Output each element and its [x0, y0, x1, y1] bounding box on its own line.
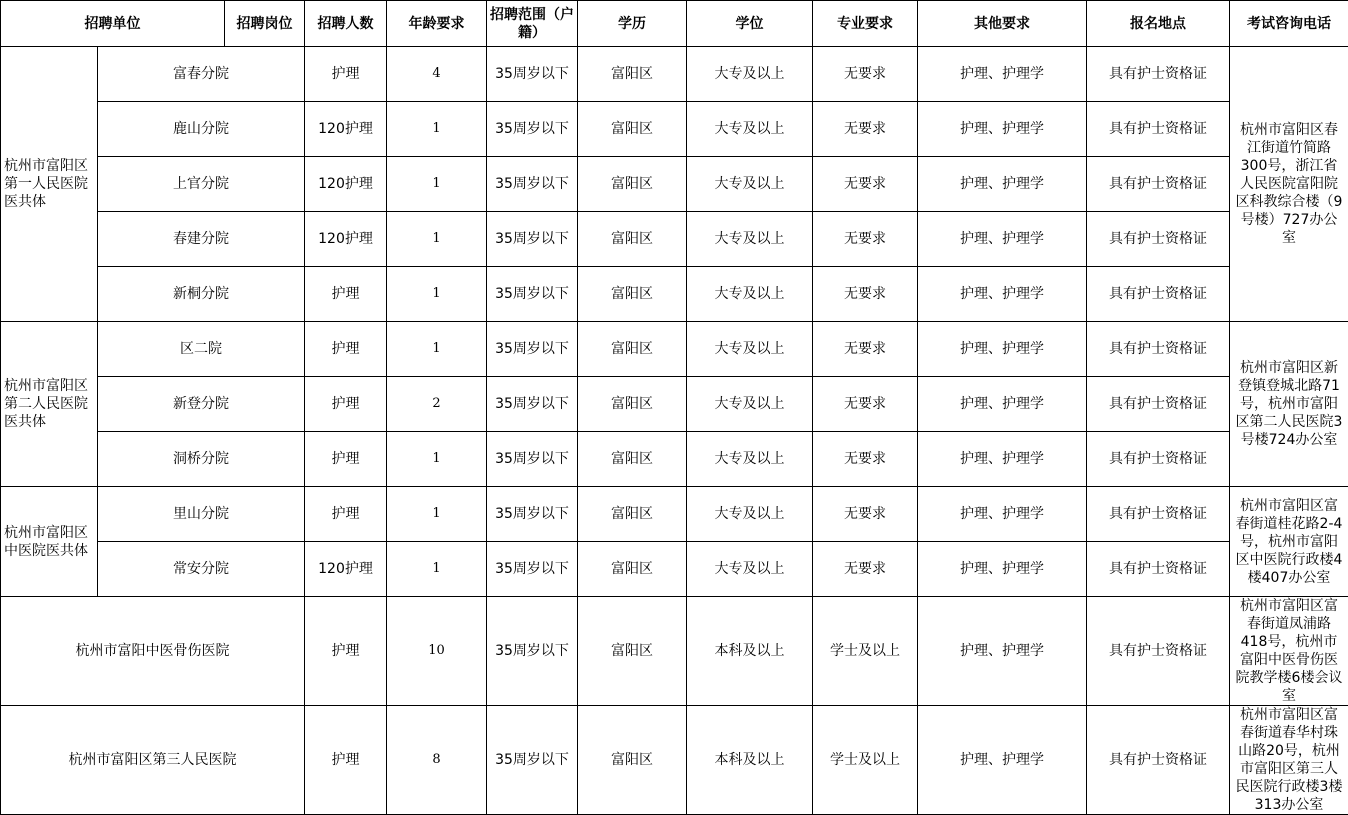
- education-cell: 大专及以上: [687, 542, 813, 597]
- major-cell: 护理、护理学: [918, 432, 1087, 487]
- scope-cell: 富阳区: [578, 542, 687, 597]
- header-location: 报名地点: [1087, 1, 1230, 47]
- table-row: [1, 377, 1348, 432]
- other-requirement-cell: 具有护士资格证: [1087, 47, 1230, 102]
- branch-cell: 春建分院: [98, 212, 305, 267]
- header-education: 学历: [578, 1, 687, 47]
- branch-cell: 常安分院: [98, 542, 305, 597]
- other-requirement-cell: 具有护士资格证: [1087, 322, 1230, 377]
- scope-cell: 富阳区: [578, 597, 687, 706]
- header-unit: 招聘单位: [1, 1, 225, 47]
- scope-cell: 富阳区: [578, 432, 687, 487]
- table-row: [1, 102, 1348, 157]
- degree-cell: 无要求: [813, 542, 918, 597]
- degree-cell: 学士及以上: [813, 597, 918, 706]
- table-row: [1, 706, 1348, 815]
- branch-cell: 洞桥分院: [98, 432, 305, 487]
- header-major: 专业要求: [813, 1, 918, 47]
- post-cell: 护理: [305, 322, 387, 377]
- post-cell: 120护理: [305, 542, 387, 597]
- count-cell: 10: [387, 597, 487, 706]
- table-row: [1, 47, 1348, 102]
- major-cell: 护理、护理学: [918, 597, 1087, 706]
- location-cell: 杭州市富阳区富春街道桂花路2-4号，杭州市富阳区中医院行政楼4楼407办公室: [1230, 487, 1348, 597]
- header-post: 招聘岗位: [225, 1, 305, 47]
- major-cell: 护理、护理学: [918, 212, 1087, 267]
- age-cell: 35周岁以下: [487, 377, 578, 432]
- education-cell: 大专及以上: [687, 267, 813, 322]
- header-age: 年龄要求: [387, 1, 487, 47]
- age-cell: 35周岁以下: [487, 542, 578, 597]
- major-cell: 护理、护理学: [918, 322, 1087, 377]
- scope-cell: 富阳区: [578, 377, 687, 432]
- table-row: [1, 157, 1348, 212]
- location-cell: 杭州市富阳区新登镇登城北路71号，杭州市富阳区第二人民医院3号楼724办公室: [1230, 322, 1348, 487]
- scope-cell: 富阳区: [578, 322, 687, 377]
- count-cell: 2: [387, 377, 487, 432]
- scope-cell: 富阳区: [578, 487, 687, 542]
- count-cell: 4: [387, 47, 487, 102]
- table-row: [1, 597, 1348, 706]
- count-cell: 1: [387, 542, 487, 597]
- scope-cell: 富阳区: [578, 212, 687, 267]
- post-cell: 120护理: [305, 212, 387, 267]
- major-cell: 护理、护理学: [918, 377, 1087, 432]
- branch-cell: 里山分院: [98, 487, 305, 542]
- count-cell: 1: [387, 487, 487, 542]
- degree-cell: 无要求: [813, 267, 918, 322]
- branch-cell: 新登分院: [98, 377, 305, 432]
- unit-cell: 杭州市富阳区第一人民医院医共体: [1, 47, 98, 322]
- table-row: [1, 322, 1348, 377]
- major-cell: 护理、护理学: [918, 47, 1087, 102]
- education-cell: 大专及以上: [687, 322, 813, 377]
- scope-cell: 富阳区: [578, 102, 687, 157]
- major-cell: 护理、护理学: [918, 102, 1087, 157]
- age-cell: 35周岁以下: [487, 212, 578, 267]
- location-cell: 杭州市富阳区春江街道竹简路300号，浙江省人民医院富阳院区科教综合楼（9号楼）727办公室: [1230, 47, 1348, 322]
- post-cell: 护理: [305, 706, 387, 815]
- other-requirement-cell: 具有护士资格证: [1087, 157, 1230, 212]
- count-cell: 1: [387, 102, 487, 157]
- scope-cell: 富阳区: [578, 47, 687, 102]
- major-cell: 护理、护理学: [918, 706, 1087, 815]
- education-cell: 大专及以上: [687, 102, 813, 157]
- age-cell: 35周岁以下: [487, 322, 578, 377]
- degree-cell: 学士及以上: [813, 706, 918, 815]
- age-cell: 35周岁以下: [487, 47, 578, 102]
- header-degree: 学位: [687, 1, 813, 47]
- degree-cell: 无要求: [813, 487, 918, 542]
- age-cell: 35周岁以下: [487, 597, 578, 706]
- count-cell: 1: [387, 432, 487, 487]
- education-cell: 大专及以上: [687, 432, 813, 487]
- age-cell: 35周岁以下: [487, 267, 578, 322]
- education-cell: 大专及以上: [687, 377, 813, 432]
- degree-cell: 无要求: [813, 47, 918, 102]
- header-phone: 考试咨询电话: [1230, 1, 1348, 47]
- major-cell: 护理、护理学: [918, 157, 1087, 212]
- scope-cell: 富阳区: [578, 706, 687, 815]
- other-requirement-cell: 具有护士资格证: [1087, 377, 1230, 432]
- table-row: [1, 267, 1348, 322]
- post-cell: 护理: [305, 432, 387, 487]
- age-cell: 35周岁以下: [487, 102, 578, 157]
- age-cell: 35周岁以下: [487, 432, 578, 487]
- count-cell: 8: [387, 706, 487, 815]
- education-cell: 大专及以上: [687, 157, 813, 212]
- other-requirement-cell: 具有护士资格证: [1087, 212, 1230, 267]
- scope-cell: 富阳区: [578, 267, 687, 322]
- post-cell: 护理: [305, 487, 387, 542]
- count-cell: 1: [387, 322, 487, 377]
- major-cell: 护理、护理学: [918, 542, 1087, 597]
- table-row: [1, 432, 1348, 487]
- education-cell: 大专及以上: [687, 47, 813, 102]
- table-body: [1, 47, 1348, 815]
- degree-cell: 无要求: [813, 432, 918, 487]
- other-requirement-cell: 具有护士资格证: [1087, 597, 1230, 706]
- post-cell: 护理: [305, 267, 387, 322]
- education-cell: 大专及以上: [687, 487, 813, 542]
- degree-cell: 无要求: [813, 157, 918, 212]
- header-count: 招聘人数: [305, 1, 387, 47]
- post-cell: 护理: [305, 377, 387, 432]
- other-requirement-cell: 具有护士资格证: [1087, 432, 1230, 487]
- unit-cell: 杭州市富阳区第三人民医院: [1, 706, 305, 815]
- unit-cell: 杭州市富阳区第二人民医院医共体: [1, 322, 98, 487]
- education-cell: 本科及以上: [687, 706, 813, 815]
- unit-cell: 杭州市富阳中医骨伤医院: [1, 597, 305, 706]
- table-row: [1, 542, 1348, 597]
- major-cell: 护理、护理学: [918, 487, 1087, 542]
- unit-cell: 杭州市富阳区中医院医共体: [1, 487, 98, 597]
- header-row: [1, 1, 1348, 47]
- education-cell: 本科及以上: [687, 597, 813, 706]
- post-cell: 120护理: [305, 157, 387, 212]
- branch-cell: 上官分院: [98, 157, 305, 212]
- other-requirement-cell: 具有护士资格证: [1087, 267, 1230, 322]
- degree-cell: 无要求: [813, 102, 918, 157]
- table-row: [1, 487, 1348, 542]
- scope-cell: 富阳区: [578, 157, 687, 212]
- table-row: [1, 212, 1348, 267]
- age-cell: 35周岁以下: [487, 706, 578, 815]
- age-cell: 35周岁以下: [487, 487, 578, 542]
- degree-cell: 无要求: [813, 322, 918, 377]
- branch-cell: 富春分院: [98, 47, 305, 102]
- count-cell: 1: [387, 212, 487, 267]
- post-cell: 120护理: [305, 102, 387, 157]
- other-requirement-cell: 具有护士资格证: [1087, 102, 1230, 157]
- location-cell: 杭州市富阳区富春街道春华村珠山路20号，杭州市富阳区第三人民医院行政楼3楼313办公室: [1230, 706, 1348, 815]
- post-cell: 护理: [305, 47, 387, 102]
- other-requirement-cell: 具有护士资格证: [1087, 487, 1230, 542]
- other-requirement-cell: 具有护士资格证: [1087, 542, 1230, 597]
- header-other: 其他要求: [918, 1, 1087, 47]
- age-cell: 35周岁以下: [487, 157, 578, 212]
- degree-cell: 无要求: [813, 212, 918, 267]
- count-cell: 1: [387, 267, 487, 322]
- location-cell: 杭州市富阳区富春街道凤浦路418号，杭州市富阳中医骨伤医院教学楼6楼会议室: [1230, 597, 1348, 706]
- count-cell: 1: [387, 157, 487, 212]
- education-cell: 大专及以上: [687, 212, 813, 267]
- other-requirement-cell: 具有护士资格证: [1087, 706, 1230, 815]
- branch-cell: 新桐分院: [98, 267, 305, 322]
- header-scope: 招聘范围（户籍）: [487, 1, 578, 47]
- branch-cell: 区二院: [98, 322, 305, 377]
- branch-cell: 鹿山分院: [98, 102, 305, 157]
- major-cell: 护理、护理学: [918, 267, 1087, 322]
- degree-cell: 无要求: [813, 377, 918, 432]
- post-cell: 护理: [305, 597, 387, 706]
